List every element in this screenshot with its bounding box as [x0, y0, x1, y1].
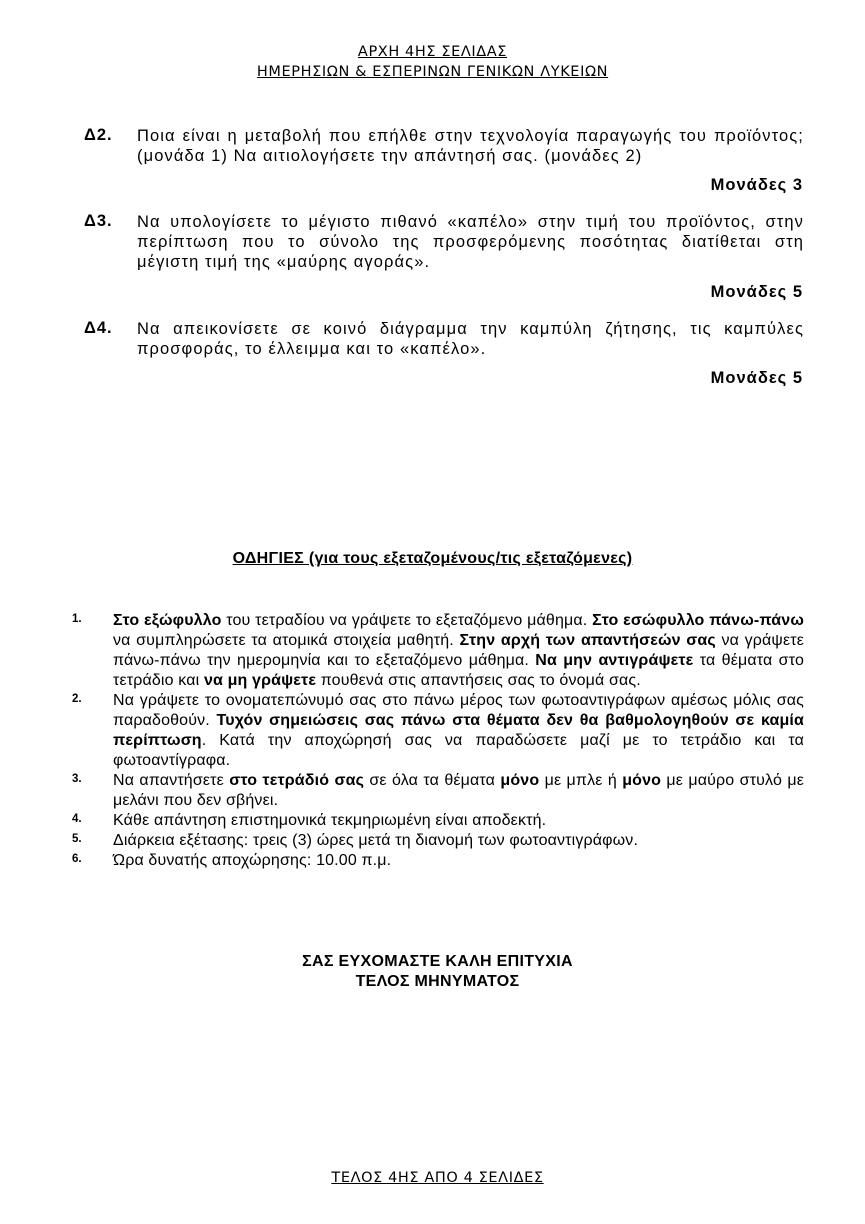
- instruction-number: 6.: [72, 853, 82, 865]
- question-d4: [84, 319, 804, 359]
- instruction-number: 5.: [72, 833, 82, 845]
- question-d3: [84, 212, 804, 272]
- instruction-item: [72, 831, 804, 851]
- instruction-segment: με μπλε ή: [539, 772, 623, 789]
- instruction-text: [113, 611, 804, 691]
- header-page-start: ΑΡΧΗ 4ΗΣ ΣΕΛΙΔΑΣ: [357, 44, 508, 60]
- instructions-list: [72, 611, 804, 871]
- instructions-title: ΟΔΗΓΙΕΣ (για τους εξεταζομένους/τις εξεταζόμενες): [232, 550, 633, 567]
- instruction-emphasis: Στην αρχή των απαντήσεών σας: [459, 632, 716, 649]
- closing-wish: ΣΑΣ ΕΥΧΟΜΑΣΤΕ ΚΑΛΗ ΕΠΙΤΥΧΙΑ: [302, 953, 573, 970]
- closing-message: [0, 952, 865, 992]
- instruction-number: 2.: [72, 693, 82, 705]
- question-text: Να υπολογίσετε το μέγιστο πιθανό «καπέλο» στην τιμή του προϊόντος, στην περίπτωση που το σύνολο της προσφερόμενης ποσότητας διατίθεται στη μέγιστη τιμή της «μαύρης αγοράς».: [137, 213, 804, 271]
- instruction-emphasis: Στο εξώφυλλο: [113, 612, 222, 629]
- page-footer: ΤΕΛΟΣ 4ΗΣ ΑΠΟ 4 ΣΕΛΙΔΕΣ: [331, 1170, 544, 1186]
- instruction-item: [72, 611, 804, 691]
- closing-end-message: ΤΕΛΟΣ ΜΗΝΥΜΑΤΟΣ: [355, 973, 520, 990]
- question-number: Δ2.: [84, 126, 113, 144]
- question-text: Να απεικονίσετε σε κοινό διάγραμμα την καμπύλη ζήτησης, τις καμπύλες προσφοράς, το έλλειμμα και το «καπέλο».: [137, 320, 804, 358]
- instruction-segment: να γράψετε πάνω-πάνω την ημερομηνία και το εξεταζόμενο μάθημα.: [113, 632, 804, 669]
- instruction-emphasis: Να μην αντιγράψετε: [535, 652, 694, 669]
- instruction-emphasis: στο τετράδιό σας: [229, 772, 365, 789]
- instruction-segment: πουθενά στις απαντήσεις σας το όνομά σας.: [316, 672, 641, 689]
- question-number: Δ3.: [84, 212, 113, 230]
- question-d2: [84, 126, 804, 166]
- instruction-segment: Να απαντήσετε: [113, 772, 230, 789]
- instruction-segment: σε όλα τα θέματα: [364, 772, 501, 789]
- question-text: Ποια είναι η μεταβολή που επήλθε στην τεχνολογία παραγωγής του προϊόντος; (μονάδα 1) Να αιτιολογήσετε την απάντησή σας. (μονάδες 2): [137, 127, 804, 165]
- instruction-emphasis: Τυχόν σημειώσεις σας πάνω στα θέματα δεν θα βαθμολογηθούν σε καμία περίπτωση: [113, 712, 804, 749]
- header-school-type: ΗΜΕΡΗΣΙΩΝ & ΕΣΠΕΡΙΝΩΝ ΓΕΝΙΚΩΝ ΛΥΚΕΙΩΝ: [256, 64, 609, 80]
- instruction-text: [113, 831, 804, 851]
- question-number: Δ4.: [84, 319, 113, 337]
- instruction-emphasis: Στο εσώφυλλο πάνω-πάνω: [592, 612, 804, 629]
- question-marks: Μονάδες 5: [710, 369, 803, 387]
- instruction-number: 3.: [72, 773, 82, 785]
- instruction-item: [72, 771, 804, 811]
- page-header: [0, 42, 865, 82]
- instruction-emphasis: μόνο: [622, 772, 662, 789]
- instruction-number: 1.: [72, 613, 82, 625]
- instruction-segment: τα θέματα στο τετράδιο και: [113, 652, 804, 689]
- instruction-text: [113, 811, 804, 831]
- instruction-emphasis: μόνο: [500, 772, 540, 789]
- question-marks: Μονάδες 3: [710, 176, 803, 194]
- instruction-segment: του τετραδίου να γράψετε το εξεταζόμενο μάθημα.: [221, 612, 593, 629]
- instruction-text: [113, 851, 804, 871]
- instruction-segment: Διάρκεια εξέτασης: τρεις (3) ώρες μετά τη διανομή των φωτοαντιγράφων.: [113, 832, 639, 849]
- instruction-segment: . Κατά την αποχώρησή σας να παραδώσετε μαζί με το τετράδιο και τα φωτοαντίγραφα.: [113, 732, 804, 769]
- instruction-segment: Ώρα δυνατής αποχώρησης: 10.00 π.μ.: [113, 852, 392, 869]
- instruction-emphasis: να μη γράψετε: [203, 672, 317, 689]
- instruction-item: [72, 691, 804, 771]
- instruction-segment: Κάθε απάντηση επιστημονικά τεκμηριωμένη είναι αποδεκτή.: [113, 812, 547, 829]
- instruction-segment: με μαύρο στυλό με μελάνι που δεν σβήνει.: [113, 772, 804, 809]
- instruction-item: [72, 851, 804, 871]
- instruction-segment: να συμπληρώσετε τα ατομικά στοιχεία μαθητή.: [113, 632, 460, 649]
- instruction-text: [113, 691, 804, 771]
- instruction-item: [72, 811, 804, 831]
- instruction-number: 4.: [72, 813, 82, 825]
- instruction-text: [113, 771, 804, 811]
- instruction-segment: Να γράψετε το ονοματεπώνυμό σας στο πάνω μέρος των φωτοαντιγράφων αμέσως μόλις σας παραδοθούν.: [113, 692, 804, 729]
- question-marks: Μονάδες 5: [710, 283, 803, 301]
